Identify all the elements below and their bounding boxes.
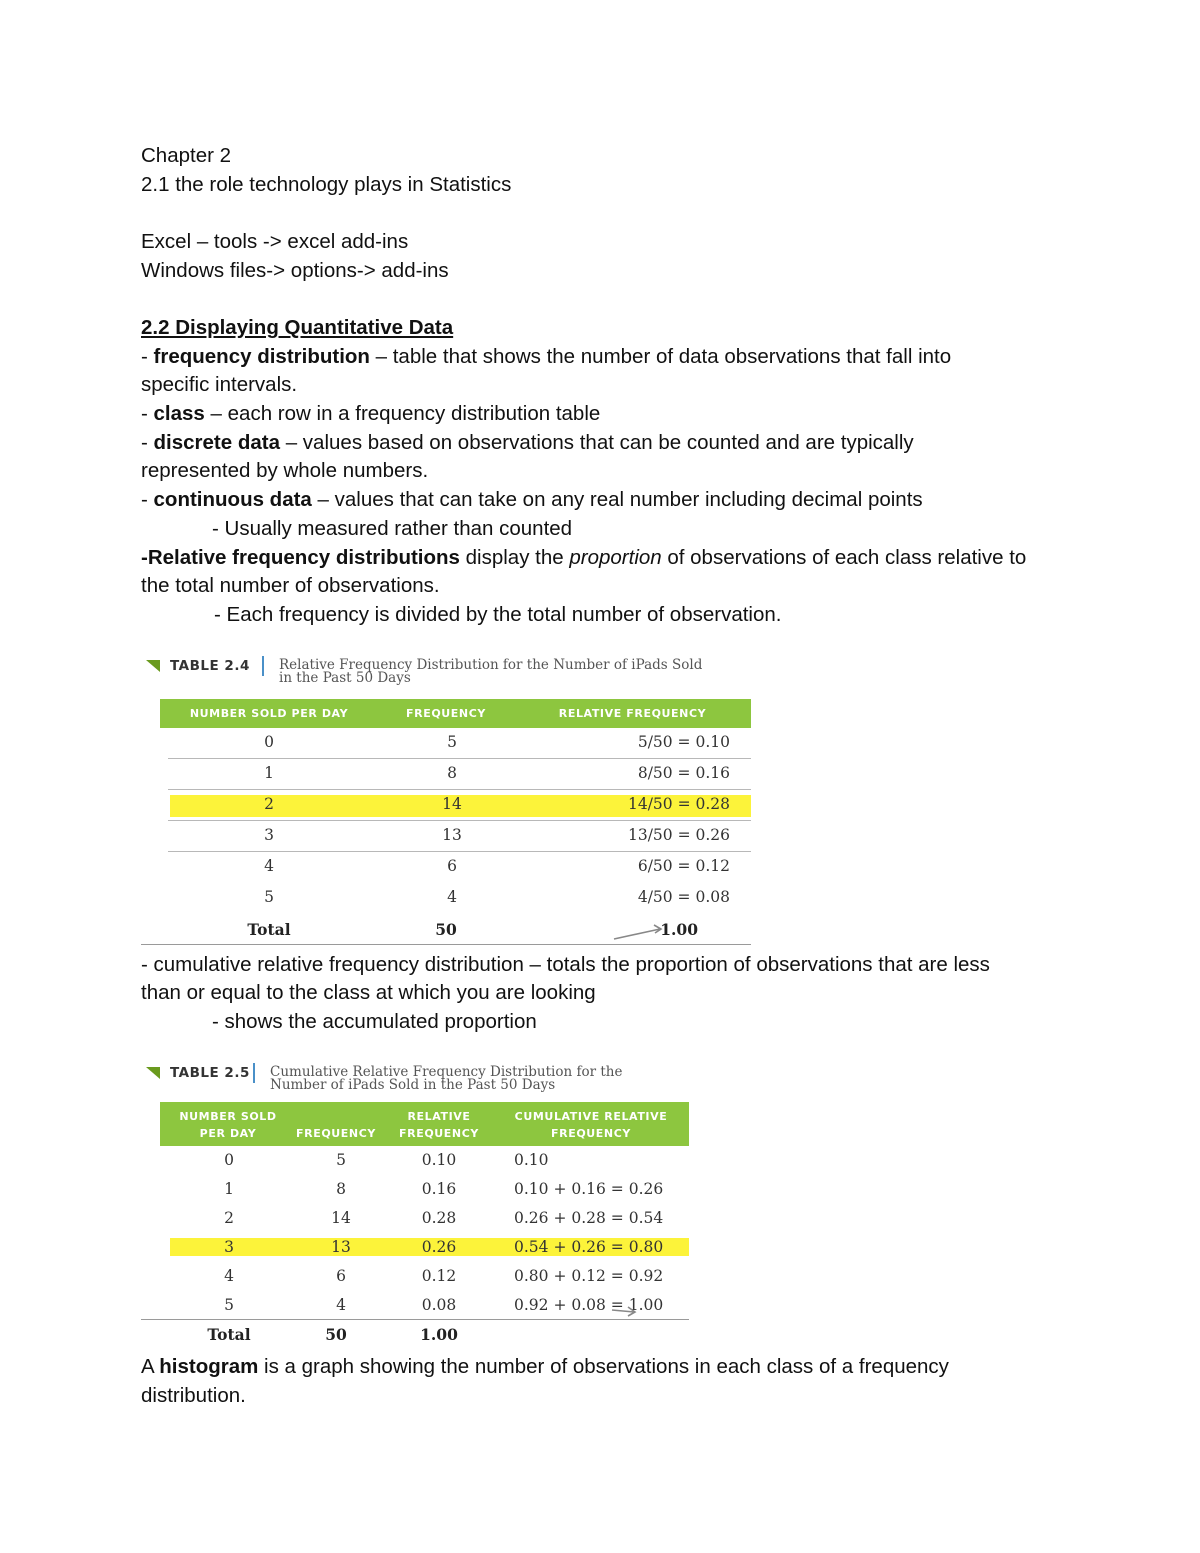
definition-continuation: distribution. [141, 1384, 246, 1407]
arrow-icon [610, 1300, 640, 1318]
chapter-title: Chapter 2 [141, 144, 232, 167]
term-discrete-data: discrete data [153, 431, 281, 454]
table-cell: 0.08 [421, 1296, 457, 1314]
triangle-marker-icon [146, 1067, 160, 1079]
table-cell: 14 [442, 795, 462, 813]
definition-continuation: represented by whole numbers. [141, 459, 429, 482]
column-header-line: PER DAY [199, 1127, 257, 1140]
table-bottom-rule [141, 1319, 689, 1320]
section-2-1-heading: 2.1 the role technology plays in Statistics [141, 173, 512, 196]
table-cell: 1 [264, 764, 274, 782]
dash: - [141, 402, 154, 425]
table-cell: Total [207, 1325, 251, 1344]
histogram-definition [141, 1353, 949, 1381]
column-header: FREQUENCY [406, 707, 486, 720]
column-header-line: RELATIVE [407, 1110, 471, 1123]
table-cell: 0.54 + 0.26 = 0.80 [514, 1238, 664, 1256]
definition-continuation: than or equal to the class at which you are looking [141, 981, 596, 1004]
row-divider [168, 820, 751, 821]
table-cell: 50 [435, 920, 457, 939]
table-cell: 8 [447, 764, 457, 782]
term-frequency-distribution: frequency distribution [153, 345, 370, 368]
table-cell: 4 [264, 857, 274, 875]
table-title-line: in the Past 50 Days [279, 670, 411, 686]
table-cell: 0.28 [421, 1209, 457, 1227]
cumulative-definition: - cumulative relative frequency distribution – totals the proportion of observations that are less [141, 953, 990, 976]
table-cell: 5 [447, 733, 457, 751]
table-cell: 0.80 + 0.12 = 0.92 [514, 1267, 664, 1285]
arrow-icon [612, 922, 664, 942]
term-relative-frequency: -Relative frequency distributions [141, 546, 460, 569]
table-title-line: Number of iPads Sold in the Past 50 Days [270, 1077, 556, 1093]
table-cell: 4/50 = 0.08 [637, 888, 730, 906]
table-cell: 6 [336, 1267, 346, 1285]
discrete-data-definition [141, 429, 914, 457]
definition-text: is a graph showing the number of observations in each class of a frequency [258, 1355, 949, 1378]
table-cell: 1.00 [420, 1325, 458, 1344]
dash: - [141, 488, 154, 511]
column-header: NUMBER SOLD PER DAY [189, 707, 349, 720]
continuous-sub-bullet: - Usually measured rather than counted [212, 517, 573, 540]
table-cell: 3 [264, 826, 274, 844]
cumulative-sub-bullet: - shows the accumulated proportion [212, 1010, 537, 1033]
table-cell: 0.12 [421, 1267, 457, 1285]
table-cell: 4 [336, 1296, 346, 1314]
table-cell: 5 [264, 888, 274, 906]
dash: - [141, 345, 154, 368]
relative-sub-bullet: - Each frequency is divided by the total number of observation. [214, 603, 782, 626]
definition-text: – values that can take on any real number including decimal points [311, 488, 923, 511]
dash: - [141, 431, 154, 454]
table-cell: 0 [224, 1151, 234, 1169]
definition-text: – values based on observations that can be counted and are typically [280, 431, 914, 454]
table-title-line: Cumulative Relative Frequency Distribution for the [270, 1064, 623, 1080]
table-cell: 14 [331, 1209, 351, 1227]
column-header: FREQUENCY [296, 1127, 376, 1140]
table-cell: 0.10 [514, 1151, 549, 1169]
definition-text: – each row in a frequency distribution table [204, 402, 601, 425]
section-2-2-heading: 2.2 Displaying Quantitative Data [141, 316, 454, 339]
table-cell: 0.92 + 0.08 = 1.00 [514, 1296, 664, 1314]
definition-text: display the [459, 546, 570, 569]
table-label: TABLE 2.5 [170, 1065, 250, 1081]
table-cell: 6/50 = 0.12 [637, 857, 730, 875]
windows-line: Windows files-> options-> add-ins [141, 259, 449, 282]
table-cell: 1 [224, 1180, 234, 1198]
table-cell: 14/50 = 0.28 [627, 795, 730, 813]
table-title [270, 1066, 622, 1092]
continuous-data-definition [141, 486, 923, 514]
column-header: RELATIVE FREQUENCY [558, 707, 707, 720]
table-cell: 0.26 + 0.28 = 0.54 [514, 1209, 664, 1227]
table-label: TABLE 2.4 [170, 658, 250, 674]
row-divider [168, 758, 751, 759]
relative-frequency-definition [141, 544, 1026, 572]
column-header [500, 1108, 682, 1142]
table-cell: 4 [224, 1267, 234, 1285]
table-cell: 50 [325, 1325, 347, 1344]
table-cell: 3 [224, 1238, 234, 1256]
frequency-distribution-definition [141, 343, 951, 371]
definition-continuation: the total number of observations. [141, 574, 440, 597]
table-cell: 13 [442, 826, 462, 844]
table-cell: 13 [331, 1238, 351, 1256]
term-histogram: histogram [159, 1355, 259, 1378]
class-definition [141, 400, 600, 428]
table-title-line: Relative Frequency Distribution for the Number of iPads Sold [279, 657, 703, 673]
table-cell: 0 [264, 733, 274, 751]
row-divider [168, 851, 751, 852]
table-cell: 0.16 [421, 1180, 457, 1198]
excel-line: Excel – tools -> excel add-ins [141, 230, 409, 253]
triangle-marker-icon [146, 660, 160, 672]
column-header [386, 1108, 492, 1142]
table-cell: 4 [447, 888, 457, 906]
caption-divider [262, 656, 264, 676]
definition-text: – table that shows the number of data observations that fall into [369, 345, 952, 368]
table-cell: 1.00 [660, 920, 698, 939]
table-cell: 13/50 = 0.26 [627, 826, 730, 844]
table-cell: 0.26 [421, 1238, 457, 1256]
italic-proportion: proportion [569, 546, 662, 569]
table-cell: 5 [224, 1296, 234, 1314]
definition-text: of observations of each class relative to [661, 546, 1027, 569]
table-cell: 5 [336, 1151, 346, 1169]
table-cell: 8/50 = 0.16 [637, 764, 730, 782]
table-cell: 2 [224, 1209, 234, 1227]
table-cell: 0.10 [421, 1151, 457, 1169]
table-title [279, 659, 702, 685]
term-class: class [153, 402, 205, 425]
table-cell: 8 [336, 1180, 346, 1198]
table-bottom-rule [141, 944, 751, 945]
table-cell: 6 [447, 857, 457, 875]
definition-continuation: specific intervals. [141, 373, 298, 396]
column-header-line: FREQUENCY [551, 1127, 631, 1140]
term-continuous-data: continuous data [153, 488, 312, 511]
column-header-line: CUMULATIVE RELATIVE [514, 1110, 668, 1123]
table-cell: 0.10 + 0.16 = 0.26 [514, 1180, 664, 1198]
definition-text: A [141, 1355, 160, 1378]
caption-divider [253, 1063, 255, 1083]
table-cell: 5/50 = 0.10 [637, 733, 730, 751]
table-cell: 2 [264, 795, 274, 813]
row-divider [168, 789, 751, 790]
column-header [160, 1108, 296, 1142]
column-header-line: FREQUENCY [399, 1127, 479, 1140]
column-header-line: NUMBER SOLD [179, 1110, 277, 1123]
table-cell: Total [247, 920, 291, 939]
